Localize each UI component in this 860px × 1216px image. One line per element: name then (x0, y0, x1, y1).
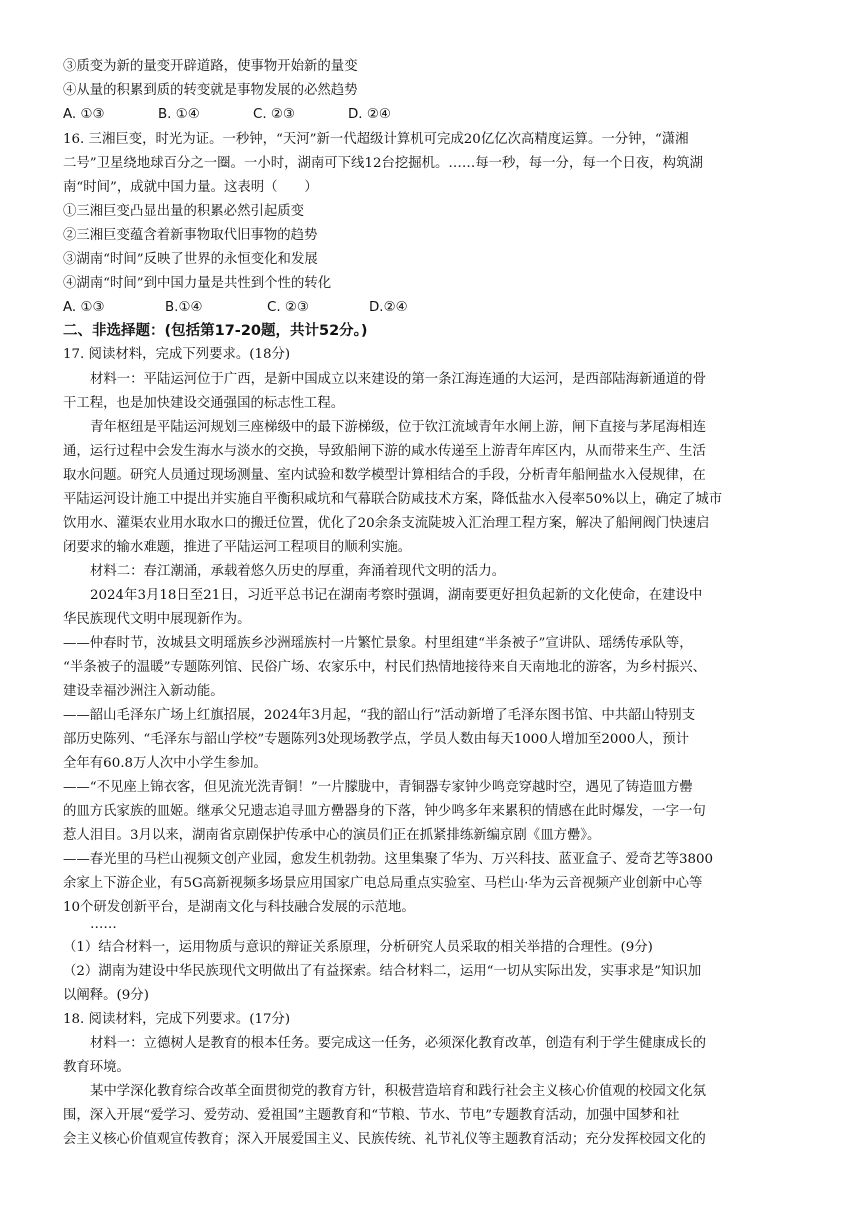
q15-option-b: B. ①④ (158, 107, 200, 122)
q18-para-2-line-1: 某中学深化教育综合改革全面贯彻党的教育方针，积极营造培育和践行社会主义核心价值观的校园文化氛 (90, 1084, 706, 1099)
q15-item-4: ④从量的积累到质的转变就是事物发展的必然趋势 (63, 83, 358, 98)
q17-para-2-line-3: 取水问题。研究人员通过现场测量、室内试验和数学模型计算相结合的手段，分析青年船闸盐水入侵规律，在 (63, 468, 706, 483)
q15-option-a: A. ①③ (63, 107, 105, 122)
q17-dash-1-line-1: ——仲春时节，汝城县文明瑶族乡沙洲瑶族村一片繁忙景象。村里组建“半条被子”宣讲队、瑶绣传承队等， (63, 636, 693, 651)
q16-item-2: ②三湘巨变蕴含着新事物取代旧事物的趋势 (63, 228, 318, 243)
q17-dash-1-line-2: “半条被子的温暖”专题陈列馆、民俗广场、农家乐中，村民们热情地接待来自天南地北的游客，为乡村振兴、 (63, 660, 707, 675)
q16-option-a: A. ①③ (63, 300, 105, 315)
q18-material-1-line-2: 教育环境。 (63, 1060, 130, 1075)
q17-dash-4-line-1: ——春光里的马栏山视频文创产业园，愈发生机勃勃。这里集聚了华为、万兴科技、蓝亚盒子、爱奇艺等3800 (63, 852, 714, 867)
q18-para-2-line-2: 围，深入开展“爱学习、爱劳动、爱祖国”主题教育和“节粮、节水、节电”专题教育活动，加强中国梦和社 (63, 1108, 680, 1123)
q16-item-4: ④湖南“时间”到中国力量是共性到个性的转化 (63, 276, 332, 291)
q16-option-c: C. ②③ (267, 300, 309, 315)
q16-item-3: ③湖南“时间”反映了世界的永恒变化和发展 (63, 252, 318, 267)
q17-m2-para-1-line-1: 2024年3月18日至21日，习近平总书记在湖南考察时强调，湖南要更好担负起新的文化使命，在建设中 (90, 588, 703, 603)
q17-material-1-line-1: 材料一：平陆运河位于广西，是新中国成立以来建设的第一条江海连通的大运河，是西部陆海新通道的骨 (90, 372, 706, 387)
q17-dash-1-line-3: 建设幸福沙洲注入新动能。 (63, 684, 224, 699)
q17-dash-3-line-2: 的皿方氏家族的皿姬。继承父兄遗志追寻皿方罍器身的下落，钟少鸣多年来累积的情感在此时爆发，一字一句 (63, 804, 706, 819)
q18-para-2-line-3: 会主义核心价值观宣传教育；深入开展爱国主义、民族传统、礼节礼仪等主题教育活动；充分发挥校园文化的 (63, 1132, 706, 1147)
q18-stem: 18. 阅读材料，完成下列要求。(17分) (63, 1012, 291, 1027)
section-2-heading: 二、非选择题：(包括第17-20题，共计52分。) (63, 323, 368, 339)
q17-requirement-1: （1）结合材料一，运用物质与意识的辩证关系原理，分析研究人员采取的相关举措的合理性。(9分) (63, 940, 653, 955)
q16-stem-line-1: 16. 三湘巨变，时光为证。一秒钟，“天河”新一代超级计算机可完成20亿亿次高精度运算。一分钟，“潇湘 (63, 132, 689, 147)
q16-option-b: B.①④ (165, 300, 203, 315)
q16-stem-line-2: 二号”卫星绕地球百分之一圈。一小时，湖南可下线12台挖掘机。……每一秒，每一分，每一个日夜，构筑湖 (63, 156, 703, 171)
q17-dash-4-line-2: 余家上下游企业，有5G高新视频多场景应用国家广电总局重点实验室、马栏山·华为云音视频产业创新中心等 (63, 876, 703, 891)
q17-material-2-line-1: 材料二：春江潮涌，承载着悠久历史的厚重，奔涌着现代文明的活力。 (90, 564, 506, 579)
q17-para-2-line-6: 闭要求的输水难题，推进了平陆运河工程项目的顺利实施。 (63, 540, 412, 555)
q17-dash-2-line-1: ——韶山毛泽东广场上红旗招展，2024年3月起，“我的韶山行”活动新增了毛泽东图书馆、中共韶山特别支 (63, 708, 696, 723)
q16-item-1: ①三湘巨变凸显出量的积累必然引起质变 (63, 204, 305, 219)
q17-material-1-line-2: 干工程，也是加快建设交通强国的标志性工程。 (63, 396, 345, 411)
q17-dash-4-line-3: 10个研发创新平台，是湖南文化与科技融合发展的示范地。 (63, 900, 415, 915)
q17-para-2-line-4: 平陆运河设计施工中提出并实施自平衡积咸坑和气幕联合防咸技术方案，降低盐水入侵率50%以上，确定了城市 (63, 492, 723, 507)
q17-para-2-line-5: 饮用水、灌渠农业用水取水口的搬迁位置，优化了20余条支流陡坡入汇治理工程方案，解决了船闸阀门快速启 (63, 516, 710, 531)
q15-options (63, 104, 803, 126)
q16-options (63, 297, 803, 319)
q17-para-2-line-1: 青年枢纽是平陆运河规划三座梯级中的最下游梯级，位于钦江流域青年水闸上游，闸下直接与茅尾海相连 (90, 420, 706, 435)
q15-item-3: ③质变为新的量变开辟道路，使事物开始新的量变 (63, 59, 358, 74)
q17-requirement-2-line-2: 以阐释。(9分) (63, 988, 149, 1003)
q17-stem: 17. 阅读材料，完成下列要求。(18分) (63, 347, 291, 362)
q17-dash-2-line-2: 部历史陈列、“毛泽东与韶山学校”专题陈列3处现场教学点，学员人数由每天1000人增加至2000人，预计 (63, 732, 689, 747)
q16-option-d: D.②④ (369, 300, 408, 315)
q15-option-d: D. ②④ (348, 107, 391, 122)
q17-dash-3-line-3: 惹人泪目。3月以来，湖南省京剧保护传承中心的演员们正在抓紧排练新编京剧《皿方罍》。 (63, 828, 601, 843)
q17-dash-2-line-3: 全年有60.8万人次中小学生参加。 (63, 756, 267, 771)
q15-option-c: C. ②③ (253, 107, 295, 122)
q16-stem-line-3: 南“时间”，成就中国力量。这表明（ ） (63, 180, 318, 195)
q17-m2-para-1-line-2: 华民族现代文明中展现新作为。 (63, 612, 251, 627)
q17-ellipsis: …… (90, 917, 117, 932)
q17-para-2-line-2: 通，运行过程中会发生海水与淡水的交换，导致船闸下游的咸水传递至上游青年库区内，从而带来生产、生活 (63, 444, 706, 459)
q17-requirement-2-line-1: （2）湖南为建设中华民族现代文明做出了有益探索。结合材料二，运用“一切从实际出发，实事求是”知识加 (63, 964, 702, 979)
q17-dash-3-line-1: ——“不见座上锦衣客，但见流光洗青铜！”一片朦胧中，青铜器专家钟少鸣竞穿越时空，遇见了铸造皿方罍 (63, 780, 693, 795)
q18-material-1-line-1: 材料一：立德树人是教育的根本任务。要完成这一任务，必须深化教育改革，创造有利于学生健康成长的 (90, 1036, 706, 1051)
